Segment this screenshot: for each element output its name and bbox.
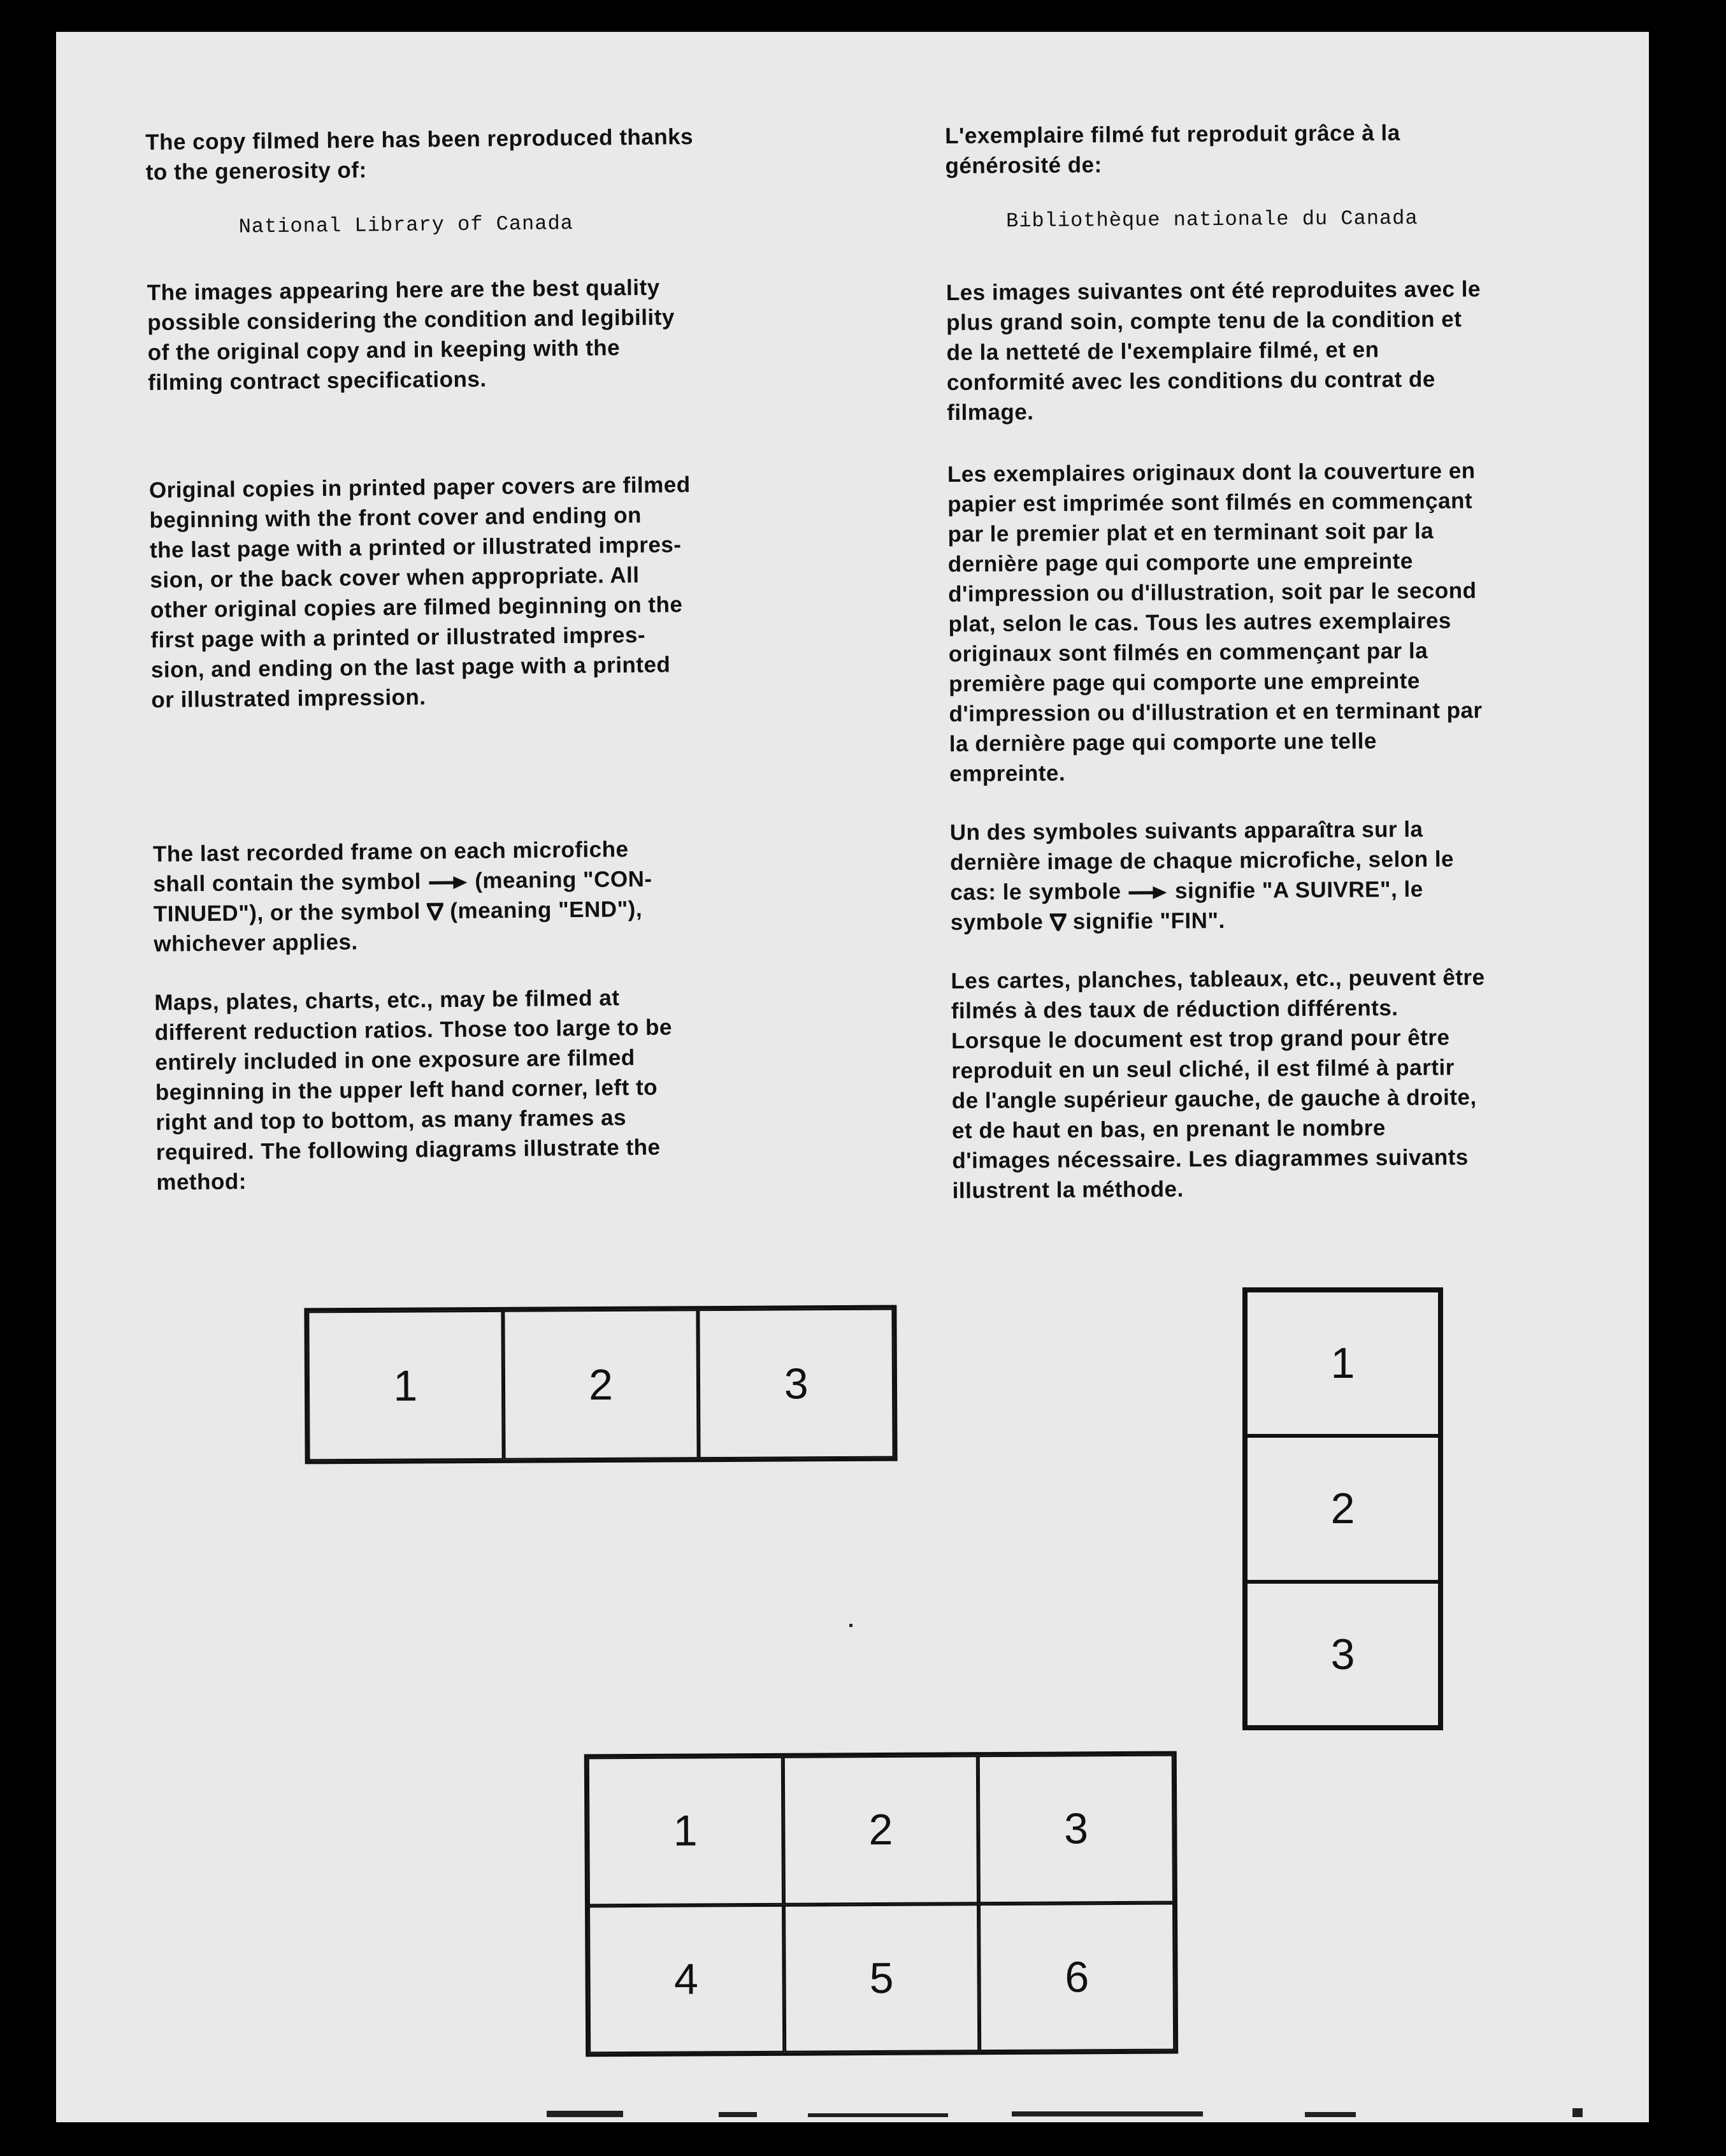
arrow-right-icon [1128,883,1169,902]
diagram-cell: 1 [587,1756,784,1906]
triangle-down-icon [427,902,443,920]
french-symbols-text-1: Un des symboles suivants apparaîtra sur la dernière image de chaque microfiche, selon le cas: le symbole [949,816,1455,905]
french-symbols-text-3: signifie "FIN". [1066,908,1225,934]
french-intro-line-1: L'exemplaire filmé fut reproduit grâce à la [945,120,1400,148]
english-symbols-text-2: (meaning "CON- TINUED"), or the symbol [153,866,652,927]
diagram-cell: 5 [784,1904,980,2053]
diagram-vertical [1242,1287,1443,1730]
french-intro-line-2: générosité de: [945,152,1102,178]
french-library-name: Bibliothèque nationale du Canada [1005,206,1418,233]
film-artifact [719,2112,757,2117]
english-intro-line-1: The copy filmed here has been reproduced thanks [145,124,694,155]
french-symbols-text-2: signifie "A SUIVRE", le symbole [950,876,1423,935]
diagram-cell: 1 [307,1310,503,1461]
english-intro [145,120,885,187]
english-symbols-paragraph [153,832,893,959]
diagram-grid [584,1751,1178,2057]
french-maps-paragraph: Les cartes, planches, tableaux, etc., peuvent être filmés à des taux de réduction différents. Lorsque le document est trop grand pour être reproduit en un seul cliché, il est filmé à partir de l'angle supérieur gauche, de gauche à droite, et de haut en bas, en prenant le nombre d'images nécessaire. Les diagrammes suivants illustrent la méthode. [951,965,1485,1203]
diagram-horizontal [304,1305,897,1465]
english-originals-paragraph: Original copies in printed paper covers are filmed beginning with the front cover and ending on the last page with a printed or illustrated impres- sion, or the back cover when appropriate. All other original copies are filmed beginning on the first page with a printed or illustrated impres- sion, and ending on the last page with a printed or illustrated impression. [148,472,691,713]
english-column [145,120,896,1197]
triangle-down-icon [1049,913,1066,931]
film-artifact [849,1624,852,1627]
english-symbols-text-3: (meaning "END"), whichever applies. [154,896,643,957]
arrow-right-icon [428,873,468,893]
french-intro [945,116,1659,181]
diagram-cell: 3 [698,1308,895,1459]
english-intro-line-2: to the generosity of: [145,157,367,185]
microfiche-target-page [56,32,1649,2122]
film-artifact [1012,2111,1203,2116]
film-artifact [1572,2108,1583,2117]
english-quality-paragraph: The images appearing here are the best quality possible considering the condition and legibility of the original copy and in keeping with the filming contract specifications. [147,275,675,395]
french-column [945,116,1666,1206]
film-artifact [547,2111,623,2117]
french-quality-paragraph: Les images suivantes ont été reproduites avec le plus grand soin, compte tenu de la condition et de la netteté de l'exemplaire filmé, et en conformité avec les conditions du contrat de filmage. [946,277,1481,425]
film-artifact [1305,2112,1356,2117]
french-symbols-paragraph [950,813,1664,937]
diagram-cell: 2 [503,1309,699,1460]
diagram-cell: 3 [978,1754,1174,1904]
diagram-cell: 3 [1246,1582,1440,1727]
english-symbols-text-1: The last recorded frame on each microfiche shall contain the symbol [152,837,629,897]
english-library-name: National Library of Canada [238,211,574,239]
diagram-cell: 6 [979,1902,1175,2051]
film-artifact [808,2113,948,2117]
diagram-cell: 4 [588,1904,784,2053]
diagram-cell: 2 [1246,1436,1440,1581]
french-originals-paragraph: Les exemplaires originaux dont la couverture en papier est imprimée sont filmés en commençant par le premier plat et en terminant soit par la dernière page qui comporte une empreinte d'impression ou d'illustration, soit par le second plat, selon le cas. Tous les autres exemplaires originaux sont filmés en commençant par la première page qui comporte une empreinte d'impression ou d'illustration et en terminant par la dernière page qui comporte une telle empreinte. [947,458,1483,786]
diagram-cell: 1 [1246,1291,1440,1436]
diagram-cell: 2 [782,1755,979,1904]
english-maps-paragraph: Maps, plates, charts, etc., may be filmed at different reduction ratios. Those too large to be entirely included in one exposure are filmed beginning in the upper left hand corner, left to right and top to bottom, as many frames as required. The following diagrams illustrate the method: [154,985,673,1195]
